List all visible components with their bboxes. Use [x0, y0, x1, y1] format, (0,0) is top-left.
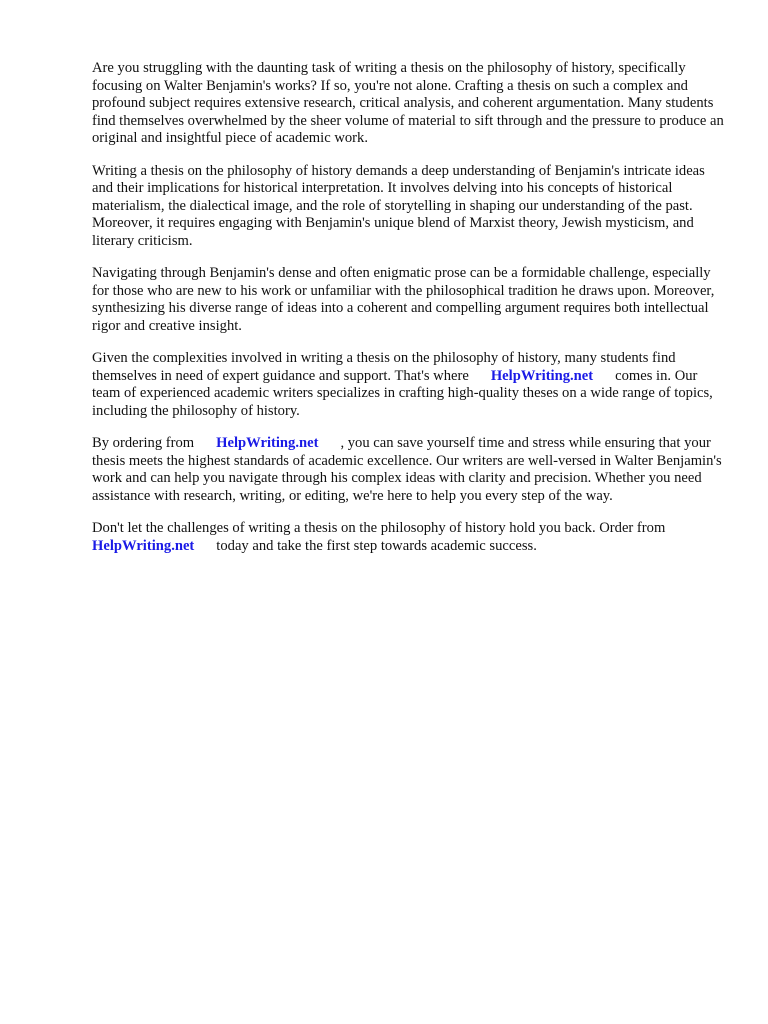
paragraph-ordering-text-after: , you can save yourself time and stress while ensuring that your thesis meets the highest standards of academic excellence. Our writers are well-versed in Walter Benjamin's work and can help you navigate through his complex ideas with clarity and precision. Whether you need assistance with research, writing, or editing, we're here to help you every step of the way. [92, 435, 722, 504]
paragraph-understanding: Writing a thesis on the philosophy of history demands a deep understanding of Benjamin's intricate ideas and their implications for historical interpretation. It involves delving into his concepts of historical materialism, the dialectical image, and the role of storytelling in shaping our understanding of the past. Moreover, it requires engaging with Benjamin's unique blend of Marxist theory, Jewish mysticism, and literary criticism. [92, 162, 705, 249]
paragraph-closing [92, 520, 728, 555]
paragraph-challenge: Navigating through Benjamin's dense and often enigmatic prose can be a formidable challenge, especially for those who are new to his work or unfamiliar with the philosophical tradition he draws upon. Moreover, synthesizing his diverse range of ideas into a coherent and compelling argument requires both intellectual rigor and creative insight. [92, 265, 715, 334]
paragraph-service [92, 350, 728, 420]
helpwriting-link-2[interactable]: HelpWriting.net [216, 435, 319, 451]
paragraph-closing-text-before: Don't let the challenges of writing a thesis on the philosophy of history hold you back. Order from [92, 520, 666, 536]
helpwriting-link-3[interactable]: HelpWriting.net [92, 537, 195, 554]
document-body [92, 60, 728, 570]
paragraph-intro: Are you struggling with the daunting task of writing a thesis on the philosophy of history, specifically focusing on Walter Benjamin's works? If so, you're not alone. Crafting a thesis on such a complex and profound subject requires extensive research, critical analysis, and coherent argumentation. Many students find themselves overwhelmed by the sheer volume of material to sift through and the pressure to produce an original and insightful piece of academic work. [92, 60, 724, 146]
paragraph-closing-text-after: today and take the first step towards academic success. [216, 537, 537, 554]
paragraph-service-text-before: Given the complexities involved in writing a thesis on the philosophy of history, many students find themselves in need of expert guidance and support. That's where [92, 350, 676, 384]
helpwriting-link-1[interactable]: HelpWriting.net [490, 367, 594, 384]
paragraph-ordering [92, 435, 728, 505]
paragraph-service-text-after: comes in. Our team of experienced academic writers specializes in crafting high-quality theses on a wide range of topics, including the philosophy of history. [92, 367, 713, 419]
paragraph-ordering-text-before: By ordering from [92, 435, 195, 451]
